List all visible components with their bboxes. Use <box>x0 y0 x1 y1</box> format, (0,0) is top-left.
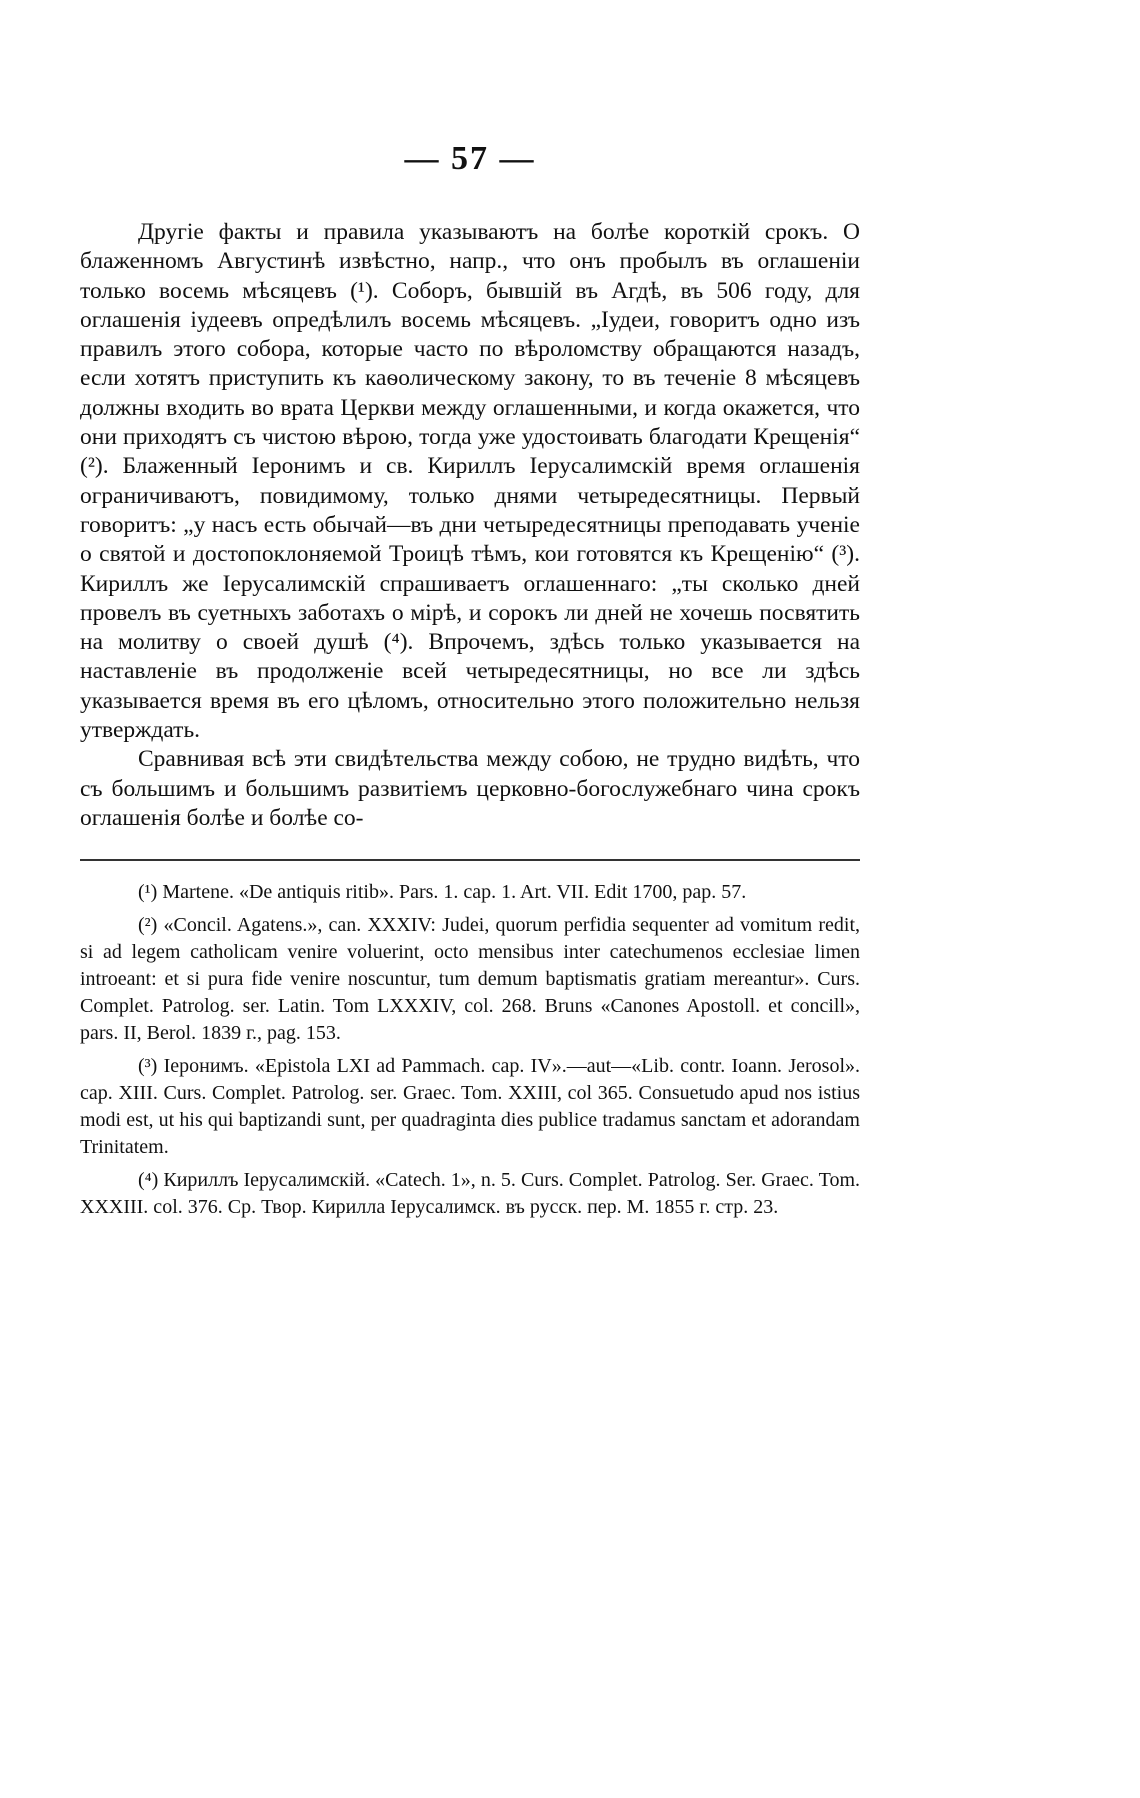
footnote-1 <box>80 879 860 906</box>
footnote-2 <box>80 912 860 1047</box>
main-text <box>80 218 860 833</box>
footnote-text: «Concil. Agatens.», can. XXXIV: Judei, quorum perfidia sequenter ad vomitum redit, si ad legem catholicam venire voluerint, octo mensibus inter catechumenos ecclesiae limen introeant: et si pura fide venire noscuntur, tum demum baptismatis gratiam mereantur». Curs. Complet. Patrolog. ser. Latin. Tom LXXXIV, col. 268. Bruns «Canones Apostoll. et concill», pars. II, Berol. 1839 г., pag. 153. <box>80 914 861 1045</box>
footnote-mark: (³) <box>138 1055 158 1078</box>
footnote-mark: (²) <box>138 914 158 937</box>
footnote-divider <box>80 859 860 861</box>
page-number: — 57 — <box>404 140 536 177</box>
footnote-mark: (¹) <box>138 881 158 904</box>
footnote-3 <box>80 1053 860 1161</box>
footnotes <box>80 879 860 1221</box>
footnote-text: Кириллъ Іерусалимскій. «Catech. 1», n. 5. Curs. Complet. Patrolog. Ser. Graec. Tom. XXXIII. col. 376. Ср. Твор. Кирилла Іерусалимск. въ русск. пер. М. 1855 г. стр. 23. <box>80 1169 860 1219</box>
paragraph-1: Другіе факты и правила указываютъ на болѣе короткій срокъ. О блаженномъ Августинѣ извѣстно, напр., что онъ пробылъ въ оглашеніи только восемь мѣсяцевъ (¹). Соборъ, бывшій въ Агдѣ, въ 506 году, для оглашенія іудеевъ опредѣлилъ восемь мѣсяцевъ. „Іудеи, говоритъ одно изъ правилъ этого собора, которые часто по вѣроломству обращаются назадъ, если хотятъ приступить къ каѳолическому закону, то въ теченіе 8 мѣсяцевъ должны входить во врата Церкви между оглашенными, и когда окажется, что они приходятъ съ чистою вѣрою, тогда уже удостоивать благодати Крещенія“ (²). Блаженный Іеронимъ и св. Кириллъ Іерусалимскій время оглашенія ограничиваютъ, повидимому, только днями четыредесятницы. Первый говоритъ: „у насъ есть обычай—въ дни четыредесятницы преподавать ученіе о святой и достопоклоняемой Троицѣ тѣмъ, кои готовятся къ Крещенію“ (³). Кириллъ же Іерусалимскій спрашиваетъ оглашеннаго: „ты сколько дней провелъ въ суетныхъ заботахъ о мірѣ, и сорокъ ли дней не хочешь посвятить на молитву о своей душѣ (⁴). Впрочемъ, здѣсь только указывается на наставленіе въ продолженіе всей четыредесятницы, но все ли здѣсь указывается время въ его цѣломъ, относительно этого положительно нельзя утверждать. <box>80 219 860 744</box>
footnote-mark: (⁴) <box>138 1169 159 1192</box>
footnote-4 <box>80 1167 860 1221</box>
footnote-text: Martene. «De antiquis ritib». Pars. 1. cap. 1. Art. VII. Edit 1700, pap. 57. <box>162 881 747 904</box>
footnote-text: Іеронимъ. «Epistola LXI ad Pammach. cap. IV».—aut—«Lib. contr. Ioann. Jerosol». cap. XIII. Curs. Complet. Patrolog. ser. Graec. Tom. XXIII, col 365. Consuetudo apud nos istius modi est, ut his qui baptizandi sunt, per quadraginta dies publice tradamus sanctam et adorandam Trinitatem. <box>80 1055 861 1159</box>
document-page <box>80 140 860 1227</box>
paragraph-2: Сравнивая всѣ эти свидѣтельства между собою, не трудно видѣть, что съ большимъ и большимъ развитіемъ церковно-богослужебнаго чина срокъ оглашенія болѣе и болѣе со- <box>80 746 860 831</box>
